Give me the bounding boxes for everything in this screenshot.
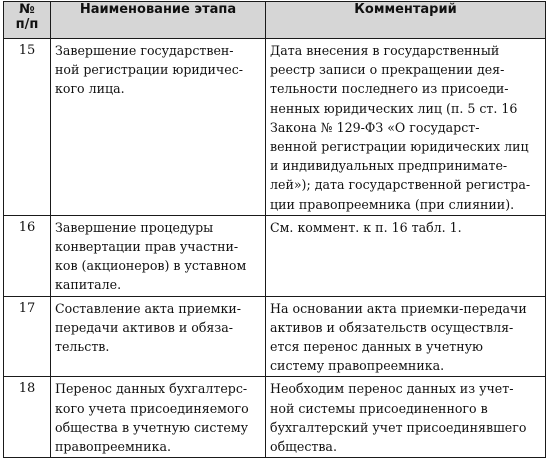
comment-text-line: венной регистрации юридических лиц <box>270 139 529 155</box>
stage-cell <box>51 296 266 377</box>
stages-table <box>3 1 546 458</box>
comment-text-line: ной системы присоединенного в <box>270 400 488 416</box>
comment-text-line: лей»); дата государственной регистра- <box>270 177 531 193</box>
header-number <box>4 2 51 39</box>
comment-text-line: общества. <box>270 439 337 455</box>
comment-text-line: реестр записи о прекращении дея- <box>270 62 505 78</box>
stage-text-line: Завершение государствен- <box>55 43 234 58</box>
comment-text-line: ется перенос данных в учетную <box>270 339 484 355</box>
comment-text-line: тельности последнего из присоеди- <box>270 81 509 97</box>
table-row <box>4 377 546 458</box>
comment-text-line: ции правопреемника (при слиянии). <box>270 196 515 212</box>
comment-cell <box>266 39 546 216</box>
comment-text-line: На основании акта приемки-передачи <box>270 300 527 316</box>
row-number: 17 <box>4 296 51 377</box>
header-number-line: п/п <box>15 17 39 32</box>
stage-text-line: ков (акционеров) в уставном <box>55 258 247 274</box>
stage-text-line: правопреемника. <box>55 439 171 455</box>
comment-text-line: бухгалтерский учет присоединявшего <box>270 419 527 435</box>
stage-cell <box>51 215 266 296</box>
stage-cell <box>51 39 266 216</box>
header-comment: Комментарий <box>266 2 546 39</box>
comment-text-line: См. коммент. к п. 16 табл. 1. <box>270 219 462 235</box>
table-row <box>4 39 546 216</box>
table-header-row <box>4 2 546 39</box>
header-number-line: № <box>19 2 35 17</box>
row-number: 16 <box>4 215 51 296</box>
comment-text-line: Необходим перенос данных из учет- <box>270 381 514 397</box>
stage-text-line: капитале. <box>55 277 122 293</box>
comment-text-line: активов и обязательств осуществля- <box>270 319 514 335</box>
stage-text-line: кого лица. <box>55 81 125 97</box>
stage-text-line: Завершение процедуры <box>55 219 214 235</box>
comment-text-line: Закона № 129-ФЗ «О государст- <box>270 119 480 135</box>
comment-text-line: и индивидуальных предпринимате- <box>270 158 508 174</box>
stage-text-line: ной регистрации юридичес- <box>55 62 244 78</box>
table-row <box>4 296 546 377</box>
stage-cell <box>51 377 266 458</box>
row-number: 15 <box>4 39 51 216</box>
stage-text-line: тельств. <box>55 339 110 355</box>
stage-text-line: общества в учетную систему <box>55 419 249 435</box>
stage-text-line: Перенос данных бухгалтерс- <box>55 381 248 397</box>
comment-text-line: ненных юридических лиц (п. 5 ст. 16 <box>270 100 518 116</box>
stage-text-line: передачи активов и обяза- <box>55 319 233 335</box>
row-number: 18 <box>4 377 51 458</box>
comment-cell <box>266 377 546 458</box>
header-stage: Наименование этапа <box>51 2 266 39</box>
comment-text-line: Дата внесения в государственный <box>270 43 500 58</box>
stage-text-line: кого учета присоединяемого <box>55 400 249 416</box>
comment-cell <box>266 215 546 296</box>
stage-text-line: конвертации прав участни- <box>55 239 239 255</box>
stage-text-line: Составление акта приемки- <box>55 300 242 316</box>
table-row <box>4 215 546 296</box>
comment-cell <box>266 296 546 377</box>
comment-text-line: систему правопреемника. <box>270 358 445 374</box>
